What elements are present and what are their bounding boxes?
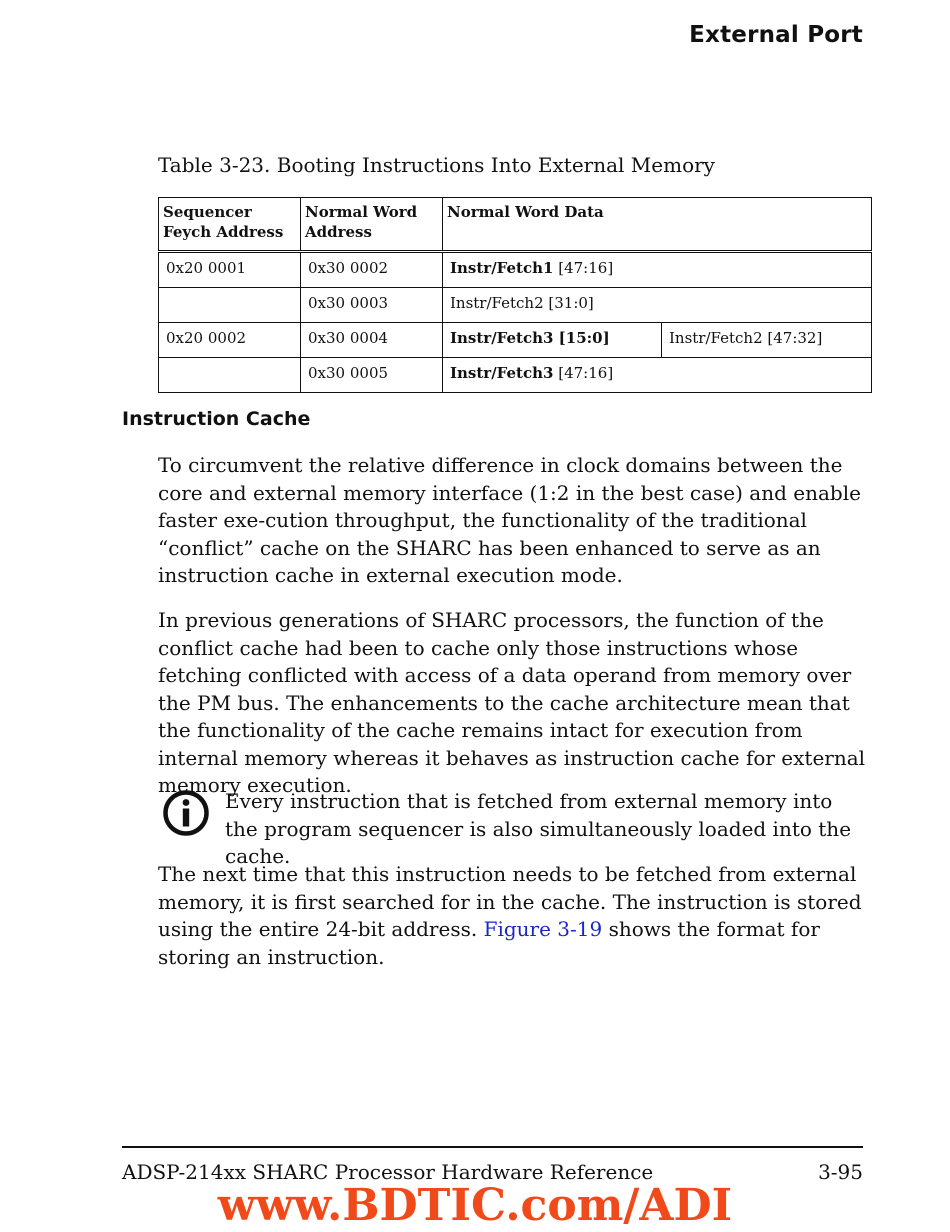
cell-text: [47:16] — [553, 259, 614, 277]
paragraph: To circumvent the relative difference in clock domains between the core and external memory interface (1:2 in the best case) and enable faster exe-cution throughput, the functionality of the traditional “conflict” cache on the SHARC has been enhanced to serve as an instruction cache in external execution mode. — [158, 453, 861, 587]
table-cell: 0x30 0005 — [301, 358, 443, 393]
table-cell — [159, 288, 301, 323]
watermark: www.BDTIC.com/ADI — [217, 1180, 733, 1231]
paragraph-text: shows the format for storing an instruction. — [158, 917, 820, 969]
cell-bold-text: Instr/Fetch1 — [450, 259, 554, 277]
paragraph-text: The next time that this instruction needs to be fetched from external memory, it is first searched for in the cache. The instruction is stored using the entire 24-bit address. — [158, 862, 862, 941]
footer-rule — [122, 1146, 863, 1148]
paragraph: In previous generations of SHARC processors, the function of the conflict cache had been to cache only those instructions whose fetching conflicted with access of a data operand from memory over the PM bus. The enhancements to the cache architecture mean that the functionality of the cache remains intact for execution from internal memory whereas it behaves as instruction cache for external memory execution. — [158, 608, 866, 797]
table-caption: Table 3-23. Booting Instructions Into External Memory — [158, 153, 715, 177]
table-header-cell: Sequencer Feych Address — [159, 198, 301, 252]
note-text: Every instruction that is fetched from external memory into the program sequencer is also simultaneously loaded into the cache. — [225, 789, 852, 868]
table-cell: 0x30 0002 — [301, 252, 443, 288]
figure-link[interactable]: Figure 3-19 — [483, 917, 603, 941]
table-cell — [443, 358, 872, 393]
table-cell: 0x30 0003 — [301, 288, 443, 323]
table-header-row — [159, 198, 872, 252]
section-heading: Instruction Cache — [122, 408, 311, 430]
table-row — [159, 323, 872, 358]
table-header-cell: Normal Word Data — [443, 198, 872, 252]
table-row — [159, 288, 872, 323]
cell-text: [47:16] — [553, 364, 614, 382]
table-cell: Instr/Fetch2 [31:0] — [443, 288, 872, 323]
table-cell: 0x20 0001 — [159, 252, 301, 288]
footer-book-title: ADSP-214xx SHARC Processor Hardware Reference — [122, 1160, 654, 1184]
table-row — [159, 252, 872, 288]
table-row — [159, 358, 872, 393]
table-cell: Instr/Fetch2 [47:32] — [662, 323, 872, 358]
table-cell — [159, 358, 301, 393]
table-cell: 0x30 0004 — [301, 323, 443, 358]
table-header-cell: Normal Word Address — [301, 198, 443, 252]
page-header-title: External Port — [689, 22, 863, 48]
info-icon — [163, 790, 209, 836]
table-cell: 0x20 0002 — [159, 323, 301, 358]
boot-table — [158, 197, 872, 393]
page-number: 3-95 — [818, 1160, 863, 1184]
paragraph — [158, 861, 870, 971]
cell-bold-text: Instr/Fetch3 — [450, 364, 554, 382]
table-cell: Instr/Fetch3 [15:0] — [443, 323, 662, 358]
table-cell — [443, 252, 872, 288]
